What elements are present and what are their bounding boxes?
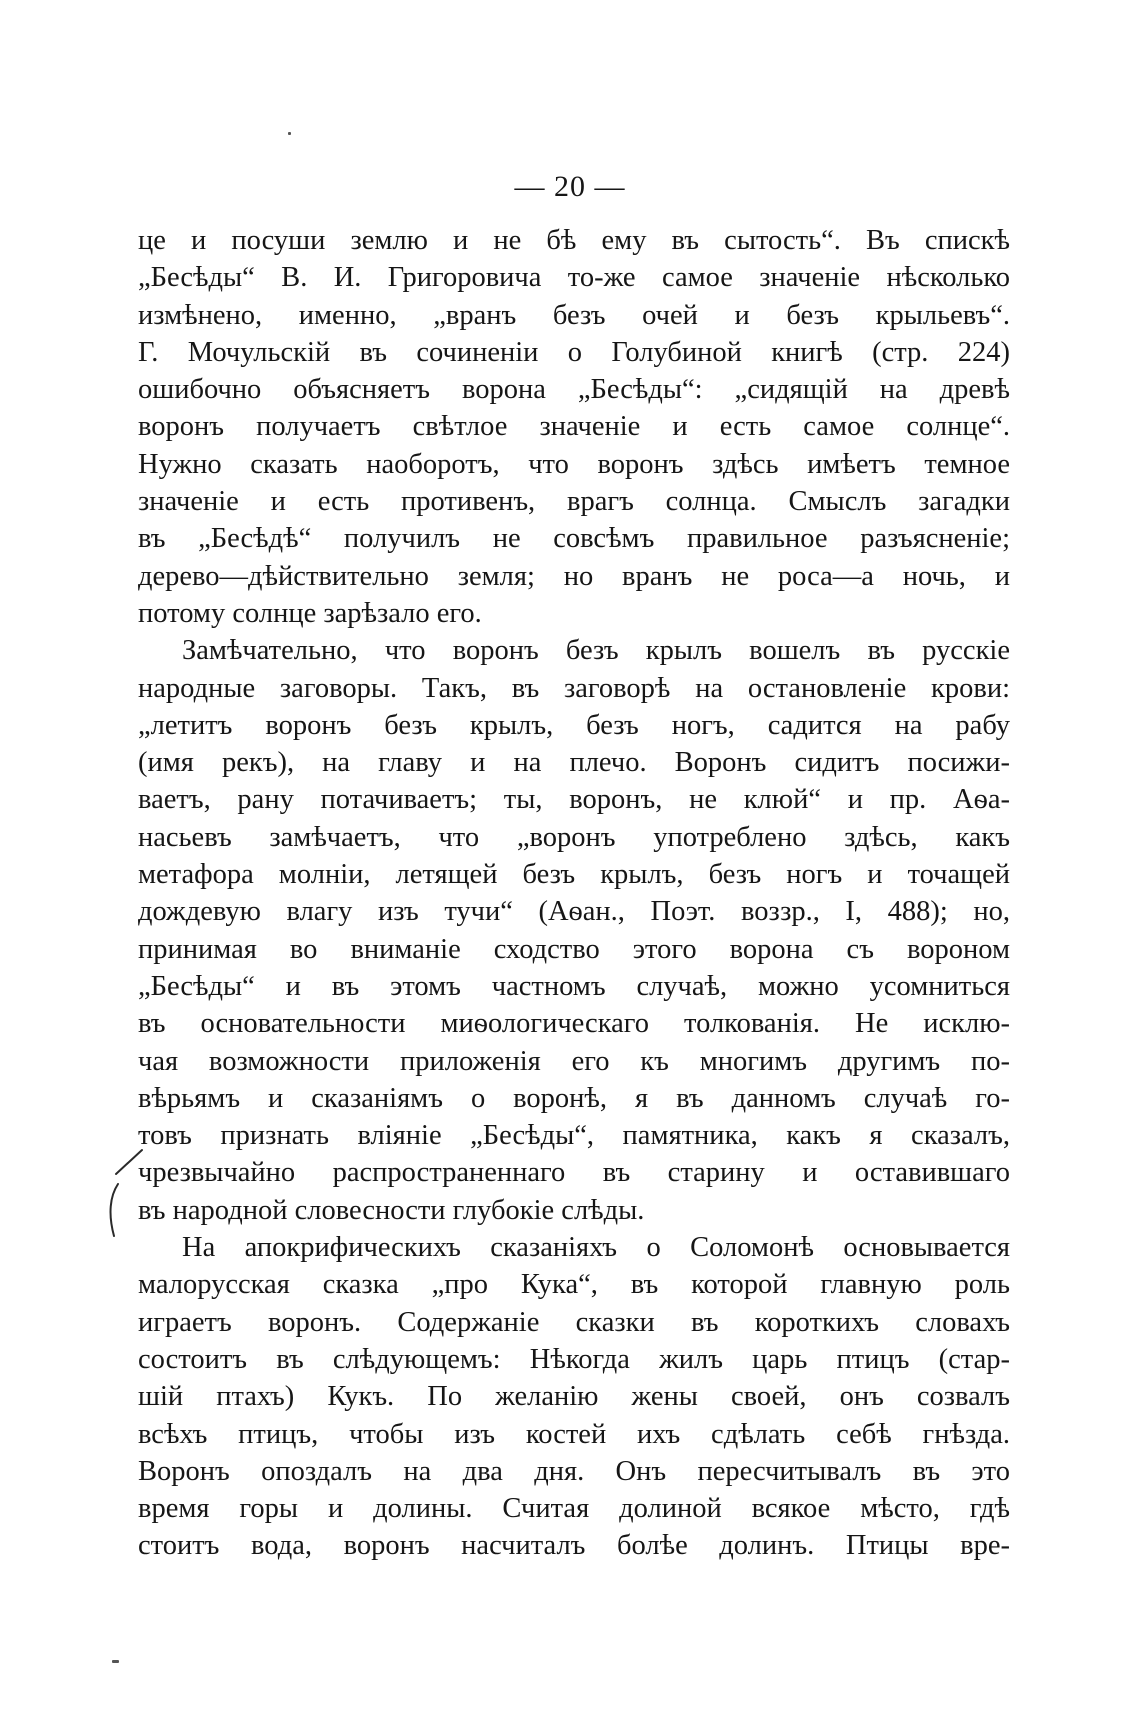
page-number: — 20 — [514,170,626,203]
paragraph-start-line: На апокрифическихъ сказаніяхъ о Соломонѣ основывается [182,1232,1010,1264]
text-line: время горы и долины. Считая долиной всякое мѣсто, гдѣ [138,1493,1010,1525]
text-line: стоитъ вода, воронъ насчиталъ болѣе долинъ. Птицы вре- [138,1530,1010,1562]
text-line: „Бесѣды“ и въ этомъ частномъ случаѣ, можно усомниться [138,970,1010,1002]
text-line: въ основательности миѳологическаго толкованія. Не исклю- [138,1008,1010,1040]
text-line: въ „Бесѣдѣ“ получилъ не совсѣмъ правильное разъясненіе; [138,523,1010,555]
text-line: Г. Мочульскій въ сочиненіи о Голубиной книгѣ (стр. 224) [138,336,1010,368]
text-line: ваетъ, рану потачиваетъ; ты, воронъ, не клюй“ и пр. Аѳа- [138,784,1010,816]
text-line: измѣнено, именно, „вранъ безъ очей и безъ крыльевъ“. [138,299,1010,331]
scan-speck [112,1660,119,1663]
text-line: Воронъ опоздалъ на два дня. Онъ пересчитывалъ въ это [138,1455,1010,1487]
text-line: ошибочно объясняетъ ворона „Бесѣды“: „сидящій на древѣ [138,374,1010,406]
text-line: чрезвычайно распространеннаго въ старину и оставившаго [138,1157,1010,1189]
text-line: значеніе и есть противенъ, врагъ солнца. Смыслъ загадки [138,486,1010,518]
text-line: малорусская сказка „про Кука“, въ которой главную роль [138,1269,1010,1301]
text-line: Нужно сказать наоборотъ, что воронъ здѣсь имѣетъ темное [138,448,1010,480]
text-line: чая возможности приложенія его къ многимъ другимъ по- [138,1045,1010,1077]
text-line: потому солнце зарѣзало его. [138,597,482,629]
paragraph-start-line: Замѣчательно, что воронъ безъ крылъ вошелъ въ русскіе [182,635,1010,667]
text-line: воронъ получаетъ свѣтлое значеніе и есть самое солнце“. [138,411,1010,443]
text-line: дождевую влагу изъ тучи“ (Аѳан., Поэт. воззр., I, 488); но, [138,896,1010,928]
text-line: состоитъ въ слѣдующемъ: Нѣкогда жилъ царь птицъ (стар- [138,1343,1010,1375]
text-line: товъ признать вліяніе „Бесѣды“, памятника, какъ я сказалъ, [138,1120,1010,1152]
text-line: шій птахъ) Кукъ. По желанію жены своей, онъ созвалъ [138,1381,1010,1413]
text-line: це и посуши землю и не бѣ ему въ сытость“. Въ спискѣ [138,225,1010,256]
text-line: дерево—дѣйствительно земля; но вранъ не роса—а ночь, и [138,560,1010,592]
body-text [138,222,1010,1565]
text-line: „летитъ воронъ безъ крылъ, безъ ногъ, садится на рабу [138,709,1010,741]
text-line: народные заговоры. Такъ, въ заговорѣ на остановленіе крови: [138,672,1010,704]
text-line: насьевъ замѣчаетъ, что „воронъ употреблено здѣсь, какъ [138,821,1010,853]
text-line: въ народной словесности глубокіе слѣды. [138,1194,645,1226]
text-line: метафора молніи, летящей безъ крылъ, безъ ногъ и точащей [138,859,1010,891]
text-line: „Бесѣды“ В. И. Григоровича то-же самое значеніе нѣсколько [138,262,1010,294]
text-line: (имя рекъ), на главу и на плечо. Воронъ сидитъ посижи- [138,747,1010,779]
text-line: вѣрьямъ и сказаніямъ о воронѣ, я въ данномъ случаѣ го- [138,1082,1010,1114]
text-line: принимая во вниманіе сходство этого ворона съ вороном [138,933,1010,965]
handwritten-margin-mark [104,1144,144,1244]
text-line: всѣхъ птицъ, чтобы изъ костей ихъ сдѣлать себѣ гнѣзда. [138,1418,1010,1450]
scan-speck [288,132,291,135]
text-line: играетъ воронъ. Содержаніе сказки въ короткихъ словахъ [138,1306,1010,1338]
